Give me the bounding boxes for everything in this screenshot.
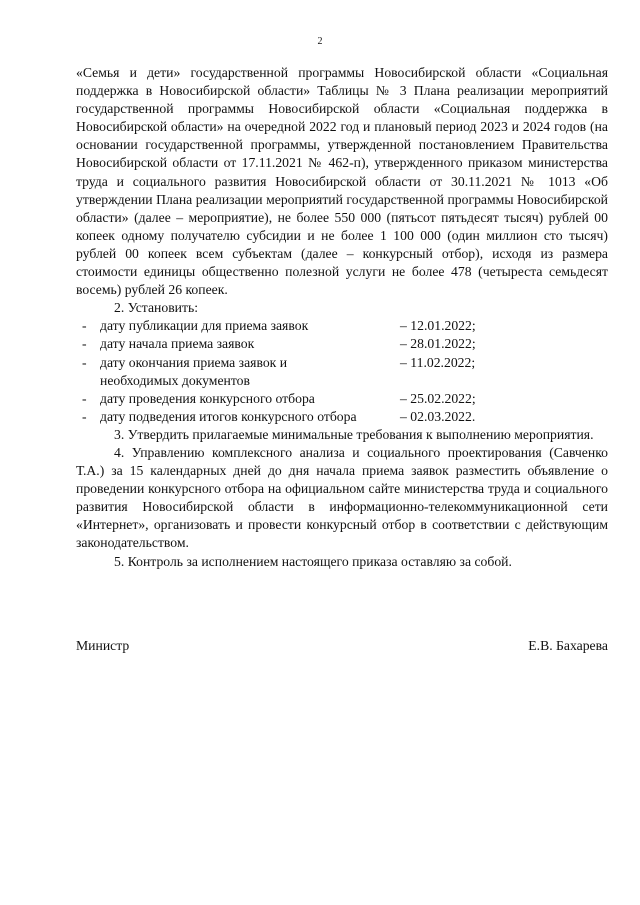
date-label: дату публикации для приема заявок xyxy=(100,318,309,334)
paragraph-4: 4. Управлению комплексного анализа и социального проектирования (Савченко Т.А.) за 15 календарных дней до дня начала приема заявок разместить объявление о проведении конкурсного отбора на официальном сайте министерства труда и социального развития Новосибирской области в информационно-телекоммуникационной сети «Интернет», организовать и провести конкурсный отбор в соответствии с действующим законодательством. xyxy=(76,444,608,551)
list-dash: - xyxy=(82,390,87,406)
document-body xyxy=(76,64,608,571)
date-value: – 25.02.2022; xyxy=(400,390,476,406)
paragraph-5: 5. Контроль за исполнением настоящего приказа оставляю за собой. xyxy=(114,553,512,569)
date-row xyxy=(76,354,608,390)
date-value: – 12.01.2022; xyxy=(400,318,476,334)
date-value: – 28.01.2022; xyxy=(400,336,476,352)
date-row xyxy=(76,317,608,335)
paragraph-continuation: «Семья и дети» государственной программы Новосибирской области «Социальная поддержка в Новосибирской области» Таблицы № 3 Плана реализации мероприятий государственной программы Новосибирской области «Социальная поддержка в Новосибирской области» на очередной 2022 год и плановый период 2023 и 2024 годов (на основании государственной программы, утвержденной постановлением Правительства Новосибирской области от 17.11.2021 № 462-п), утвержденного приказом министерства труда и социального развития Новосибирской области от 30.11.2021 № 1013 «Об утверждении Плана реализации мероприятий государственной программы Новосибирской области» (далее – мероприятие), не более 550 000 (пятьсот пятьдесят тысяч) рублей 00 копеек одному получателю субсидии и не более 1 100 000 (один миллион сто тысяч) рублей 00 копеек всем субъектам (далее – конкурсный отбор), исходя из размера стоимости единицы общественно полезной услуги не более 478 (четыреста семьдесят восемь) рублей 26 копеек. xyxy=(76,65,608,298)
paragraph-3: 3. Утвердить прилагаемые минимальные требования к выполнению мероприятия. xyxy=(114,426,594,442)
list-dash: - xyxy=(82,408,87,424)
signatory-position: Министр xyxy=(76,638,130,653)
list-dash: - xyxy=(82,354,87,370)
date-row xyxy=(76,390,608,408)
list-dash: - xyxy=(82,318,87,334)
page-number: 2 xyxy=(317,36,323,47)
list-dash: - xyxy=(82,336,87,352)
paragraph-2-heading: 2. Установить: xyxy=(114,300,199,316)
date-label: дату начала приема заявок xyxy=(100,336,255,352)
date-row xyxy=(76,335,608,353)
date-label: дату подведения итогов конкурсного отбора xyxy=(100,408,357,424)
dates-list xyxy=(76,317,608,426)
date-row xyxy=(76,408,608,426)
date-value: – 11.02.2022; xyxy=(400,354,476,370)
date-value: – 02.03.2022. xyxy=(400,408,476,424)
signatory-name: Е.В. Бахарева xyxy=(528,638,608,653)
signature-block xyxy=(76,638,608,654)
date-label: дату проведения конкурсного отбора xyxy=(100,390,315,406)
date-label: дату окончания приема заявок и необходимых документов xyxy=(100,354,288,388)
